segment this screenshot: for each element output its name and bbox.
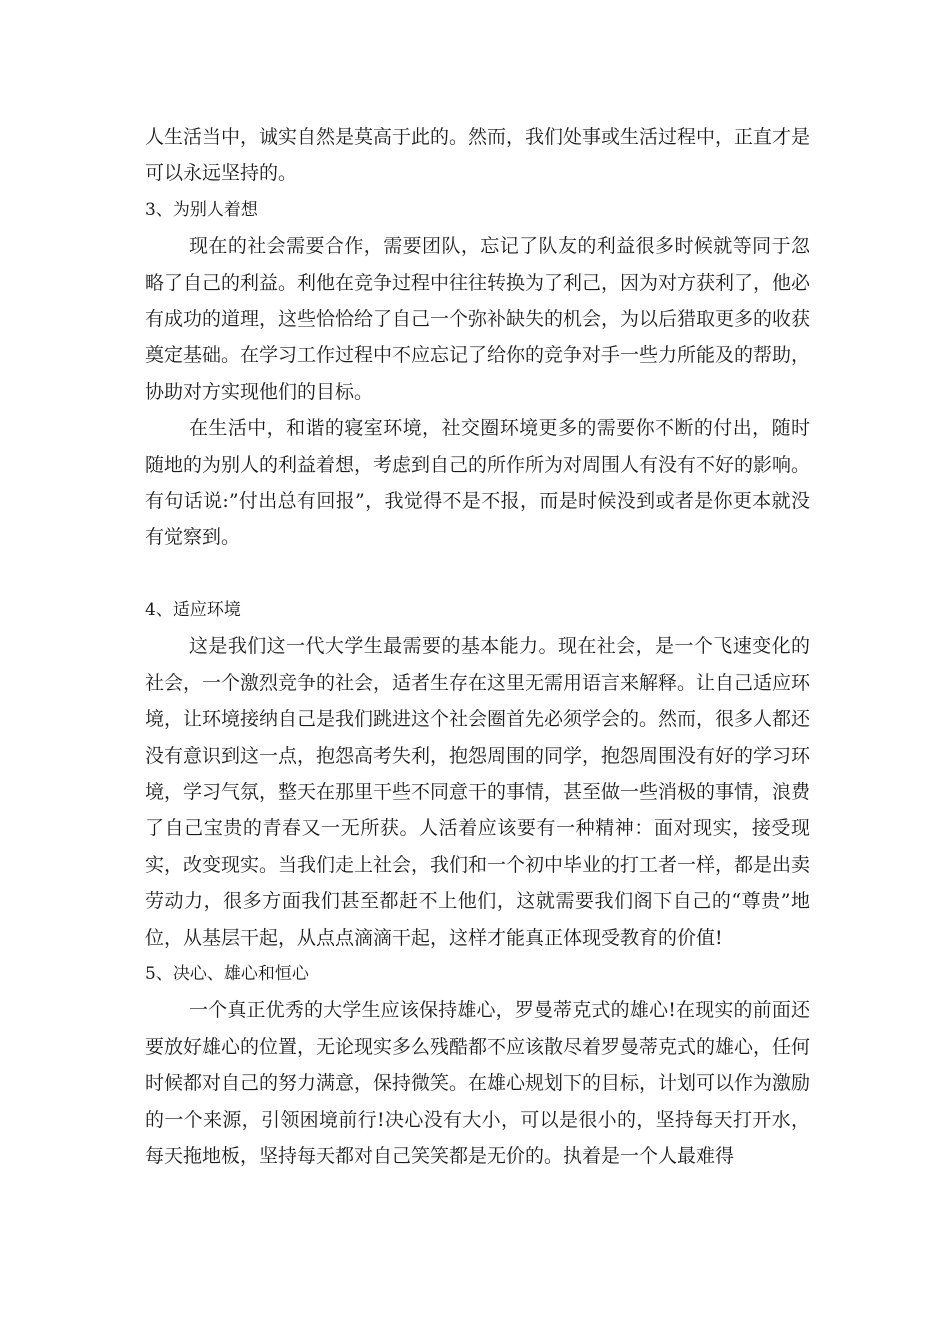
section-heading-5: 5、决心、雄心和恒心 xyxy=(145,963,309,984)
document-body xyxy=(145,119,810,1174)
paragraph-adapt-environment: 这是我们这一代大学生最需要的基本能力。现在社会，是一个飞速变化的社会，一个激烈竞争的社会，适者生存在这里无需用语言来解释。让自己适应环境，让环境接纳自己是我们跳进这个社会圈首先必须学会的。然而，很多人都还没有意识到这一点，抱怨高考失利，抱怨周围的同学，抱怨周围没有好的学习环境，学习气氛，整天在那里干些不同意干的事情，甚至做一些消极的事情，浪费了自己宝贵的青春又一无所获。人活着应该要有一种精神：面对现实，接受现实，改变现实。当我们走上社会，我们和一个初中毕业的打工者一样，都是出卖劳动力，很多方面我们甚至都赶不上他们，这就需要我们阁下自己的“尊贵”地位，从基层干起，从点点滴滴干起，这样才能真正体现受教育的价值! xyxy=(145,635,811,949)
paragraph-teamwork: 现在的社会需要合作，需要团队，忘记了队友的利益很多时候就等同于忽略了自己的利益。利他在竞争过程中往往转换为了利己，因为对方获利了，他必有成功的道理，这些恰恰给了自己一个弥补缺失的机会，为以后猎取更多的收获奠定基础。在学习工作过程中不应忘记了给你的竞争对手一些力所能及的帮助，协助对方实现他们的目标。 xyxy=(145,235,811,403)
section-heading-3: 3、为别人着想 xyxy=(145,199,258,220)
paragraph-ambition: 一个真正优秀的大学生应该保持雄心，罗曼蒂克式的雄心!在现实的前面还要放好雄心的位置，无论现实多么残酷都不应该散尽着罗曼蒂克式的雄心，任何时候都对自己的努力满意，保持微笑。在雄心规划下的目标，计划可以作为激励的一个来源，引领困境前行!决心没有大小，可以是很小的，坚持每天打开水，每天拖地板，坚持每天都对自己笑笑都是无价的。执着是一个人最难得 xyxy=(145,999,811,1167)
section-heading-4: 4、适应环境 xyxy=(145,599,241,620)
paragraph-gap xyxy=(145,556,810,592)
paragraph-honesty-end: 人生活当中，诚实自然是莫高于此的。然而，我们处事或生活过程中，正直才是可以永远坚持的。 xyxy=(145,126,811,185)
paragraph-life-harmony: 在生活中，和谐的寝室环境，社交圈环境更多的需要你不断的付出，随时随地的为别人的利益着想，考虑到自己的所作所为对周围人有没有不好的影响。有句话说:”付出总有回报”，我觉得不是不报，而是时候没到或者是你更本就没有觉察到。 xyxy=(145,417,811,549)
